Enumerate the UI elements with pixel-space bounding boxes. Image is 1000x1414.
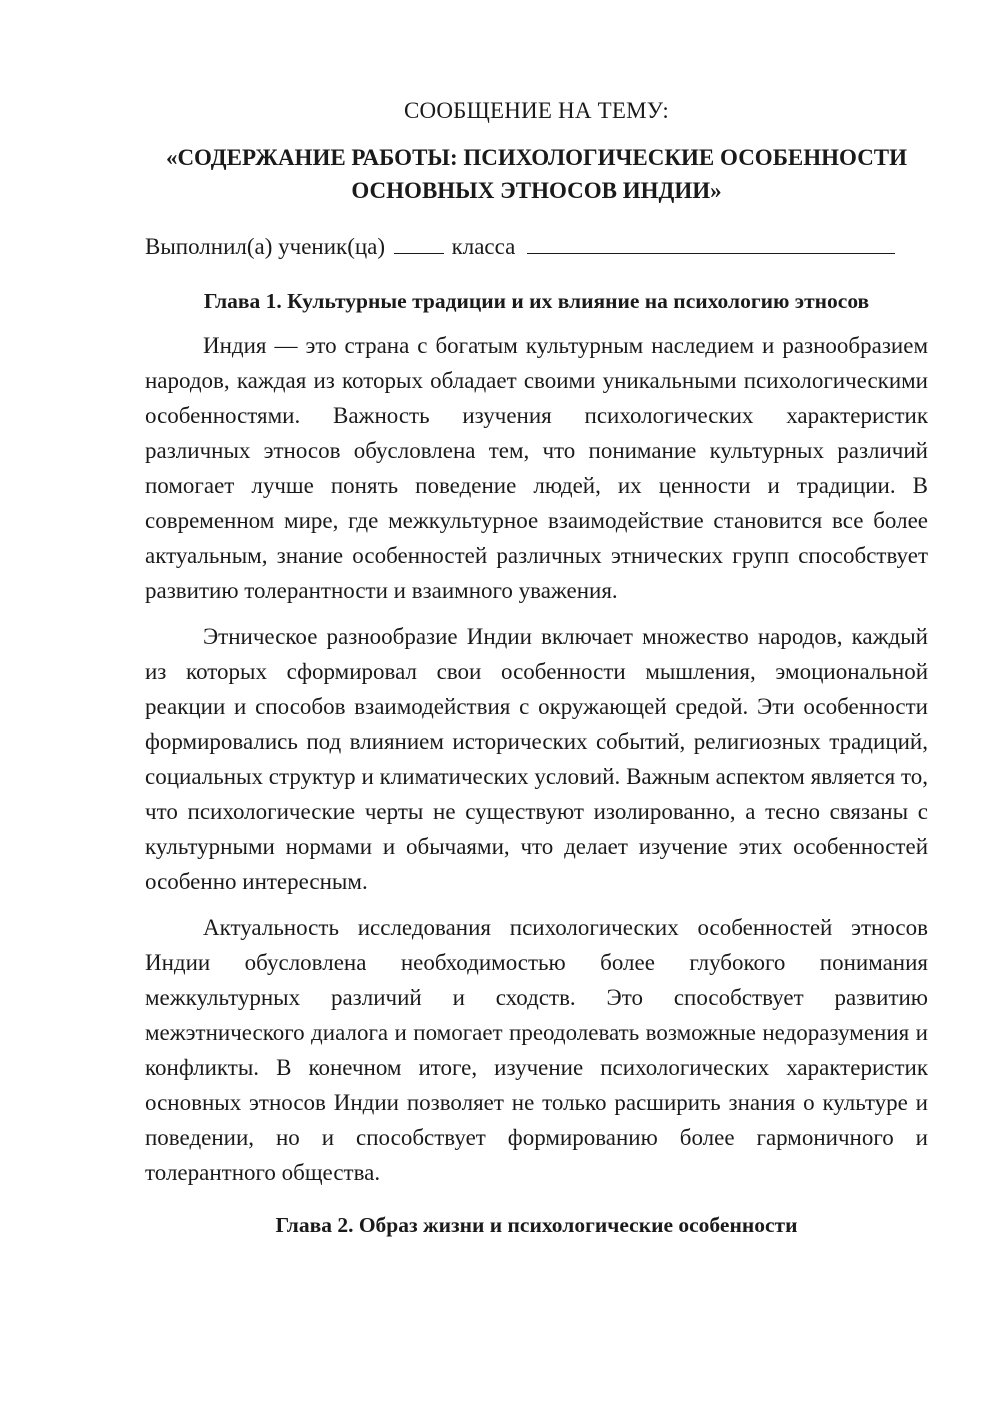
name-blank <box>527 231 895 254</box>
document-kicker: СООБЩЕНИЕ НА ТЕМУ: <box>404 98 669 123</box>
class-label: класса <box>451 234 516 259</box>
grade-blank <box>394 231 444 254</box>
document-title: «СОДЕРЖАНИЕ РАБОТЫ: ПСИХОЛОГИЧЕСКИЕ ОСОБЕННОСТИ ОСНОВНЫХ ЭТНОСОВ ИНДИИ» <box>165 145 908 203</box>
chapter-2-heading: Глава 2. Образ жизни и психологические особенности <box>275 1213 798 1237</box>
chapter-1-paragraph-3: Актуальность исследования психологических особенностей этносов Индии обусловлена необходимостью более глубокого понимания межкультурных различий и сходств. Это способствует развитию межэтнического диалога и помогает преодолевать возможные недоразумения и конфликты. В конечном итоге, изучение психологических характеристик основных этносов Индии позволяет не только расширить знания о культуре и поведении, но и способствует формированию более гармоничного и толерантного общества. <box>145 915 928 1185</box>
author-prefix: Выполнил(а) ученик(ца) <box>145 234 386 259</box>
author-line <box>145 230 928 264</box>
chapter-1-paragraph-2: Этническое разнообразие Индии включает множество народов, каждый из которых сформировал свои особенности мышления, эмоциональной реакции и способов взаимодействия с окружающей средой. Эти особенности формировались под влиянием исторических событий, религиозных традиций, социальных структур и климатических условий. Важным аспектом является то, что психологические черты не существуют изолированно, а тесно связаны с культурными нормами и обычаями, что делает изучение этих особенностей особенно интересным. <box>145 624 928 894</box>
chapter-1-paragraph-1: Индия — это страна с богатым культурным наследием и разнообразием народов, каждая из которых обладает своими уникальными психологическими особенностями. Важность изучения психологических характеристик различных этносов обусловлена тем, что понимание культурных различий помогает лучше понять поведение людей, их ценности и традиции. В современном мире, где межкультурное взаимодействие становится все более актуальным, знание особенностей различных этнических групп способствует развитию толерантности и взаимного уважения. <box>145 333 928 603</box>
chapter-1-heading: Глава 1. Культурные традиции и их влияние на психологию этносов <box>203 289 870 313</box>
